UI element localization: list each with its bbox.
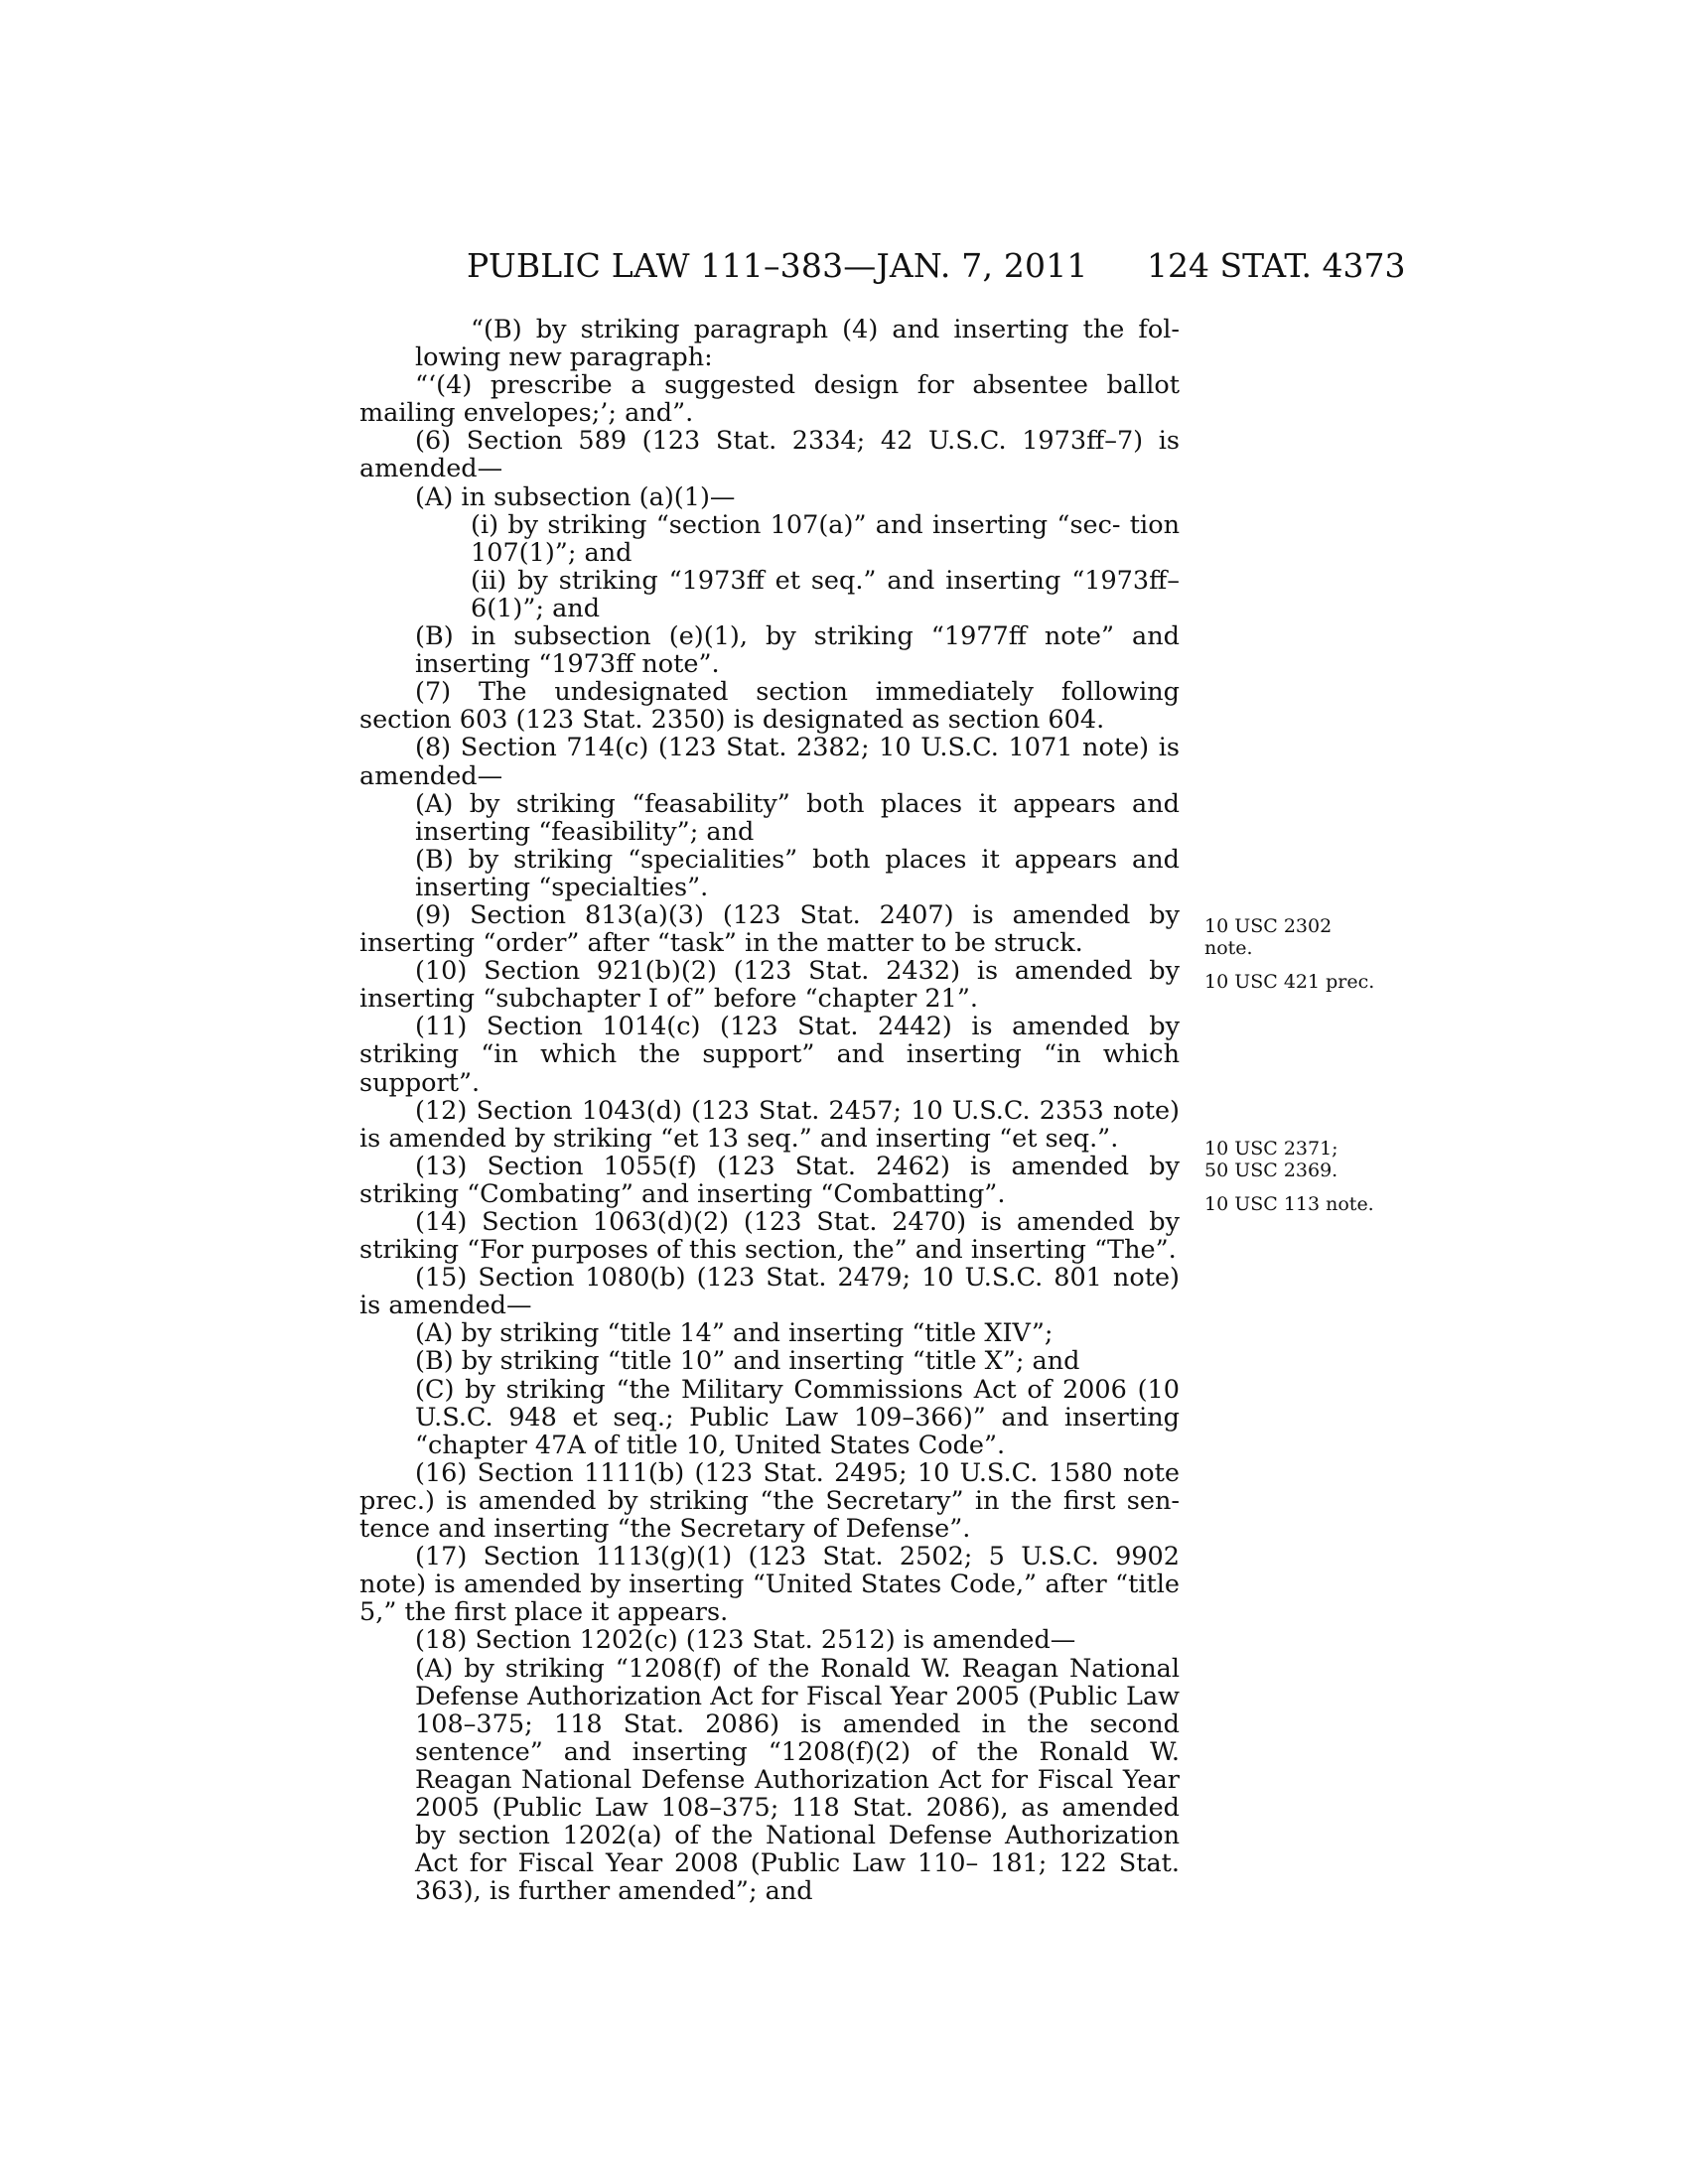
margin-note-line: 10 USC 2371; [1204,1138,1338,1160]
page-header-title: PUBLIC LAW 111–383—JAN. 7, 2011 [467,246,1088,285]
paragraph: (10) Section 921(b)(2) (123 Stat. 2432) is amended by inserting “subchapter I of” before “chapter 21”. [359,956,1180,1015]
paragraph: (16) Section 1111(b) (123 Stat. 2495; 10 U.S.C. 1580 note prec.) is amended by striking “the Secretary” in the first sen- tence and inserting “the Secretary of Defense”. [359,1457,1180,1545]
paragraph: (B) by striking “title 10” and inserting “title X”; and [415,1346,1080,1377]
paragraph: (6) Section 589 (123 Stat. 2334; 42 U.S.C. 1973ff–7) is amended— [359,426,1180,484]
paragraph: (A) in subsection (a)(1)— [415,481,736,512]
paragraph: (13) Section 1055(f) (123 Stat. 2462) is amended by striking “Combating” and inserting “Combatting”. [359,1151,1180,1209]
margin-note [1204,971,1374,993]
paragraph: (7) The undesignated section immediately following section 603 (123 Stat. 2350) is designated as section 604. [359,677,1180,736]
margin-note-line: 50 USC 2369. [1204,1160,1338,1181]
paragraph: (15) Section 1080(b) (123 Stat. 2479; 10 U.S.C. 801 note) is amended— [359,1263,1180,1321]
paragraph: (9) Section 813(a)(3) (123 Stat. 2407) is amended by inserting “order” after “task” in the matter to be struck. [359,899,1180,959]
paragraph: (B) by striking “specialities” both places it appears and inserting “specialties”. [415,844,1180,902]
paragraph: (17) Section 1113(g)(1) (123 Stat. 2502; 5 U.S.C. 9902 note) is amended by inserting “United States Code,” after “title 5,” the first place it appears. [359,1542,1180,1628]
margin-note [1204,1193,1374,1215]
margin-note-line: 10 USC 2302 [1204,915,1333,937]
paragraph: (14) Section 1063(d)(2) (123 Stat. 2470) is amended by striking “For purposes of this section, the” and inserting “The”. [359,1207,1180,1266]
paragraph: (ii) by striking “1973ff et seq.” and inserting “1973ff–6(1)”; and [471,565,1180,623]
paragraph: (11) Section 1014(c) (123 Stat. 2442) is amended by striking “in which the support” and inserting “in which support”. [359,1012,1180,1098]
paragraph: (B) in subsection (e)(1), by striking “1977ff note” and inserting “1973ff note”. [415,621,1180,680]
body-text [359,316,1180,1905]
margin-note-line: 10 USC 421 prec. [1204,971,1375,993]
paragraph: (A) by striking “feasability” both places it appears and inserting “feasibility”; and [415,788,1180,847]
margin-note-line: 10 USC 113 note. [1204,1193,1374,1215]
paragraph: (12) Section 1043(d) (123 Stat. 2457; 10 U.S.C. 2353 note) is amended by striking “et 13 seq.” and inserting “et seq.”. [359,1095,1180,1154]
paragraph: “‘(4) prescribe a suggested design for absentee ballot mailing envelopes;’; and”. [359,370,1180,429]
margin-note [1204,915,1332,959]
paragraph: (A) by striking “1208(f) of the Ronald W. Reagan National Defense Authorization Act for Fiscal Year 2005 (Public Law 108–375; 118 Stat. 2086) is amended in the second sentence” and inserting “1208(f)(2) of the Ronald W. Reagan National Defense Authorization Act for Fiscal Year 2005 (Public Law 108–375; 118 Stat. 2086), as amended by section 1202(a) of the National Defense Authorization Act for Fiscal Year 2008 (Public Law 110– 181; 122 Stat. 363), is further amended”; and [415,1653,1180,1907]
paragraph: “(B) by striking paragraph (4) and inserting the fol- lowing new paragraph: [415,315,1180,373]
paragraph: (A) by striking “title 14” and inserting “title XIV”; [415,1318,1054,1349]
paragraph: (C) by striking “the Military Commissions Act of 2006 (10 U.S.C. 948 et seq.; Public Law 109–366)” and inserting “chapter 47A of title 10, United States Code”. [415,1374,1180,1460]
page-header-stat: 124 STAT. 4373 [1147,246,1406,285]
paragraph: (i) by striking “section 107(a)” and inserting “sec- tion 107(1)”; and [471,509,1180,568]
margin-note-line: note. [1204,937,1253,959]
paragraph: (18) Section 1202(c) (123 Stat. 2512) is amended— [415,1625,1076,1656]
margin-note [1204,1138,1338,1181]
paragraph: (8) Section 714(c) (123 Stat. 2382; 10 U.S.C. 1071 note) is amended— [359,733,1180,791]
